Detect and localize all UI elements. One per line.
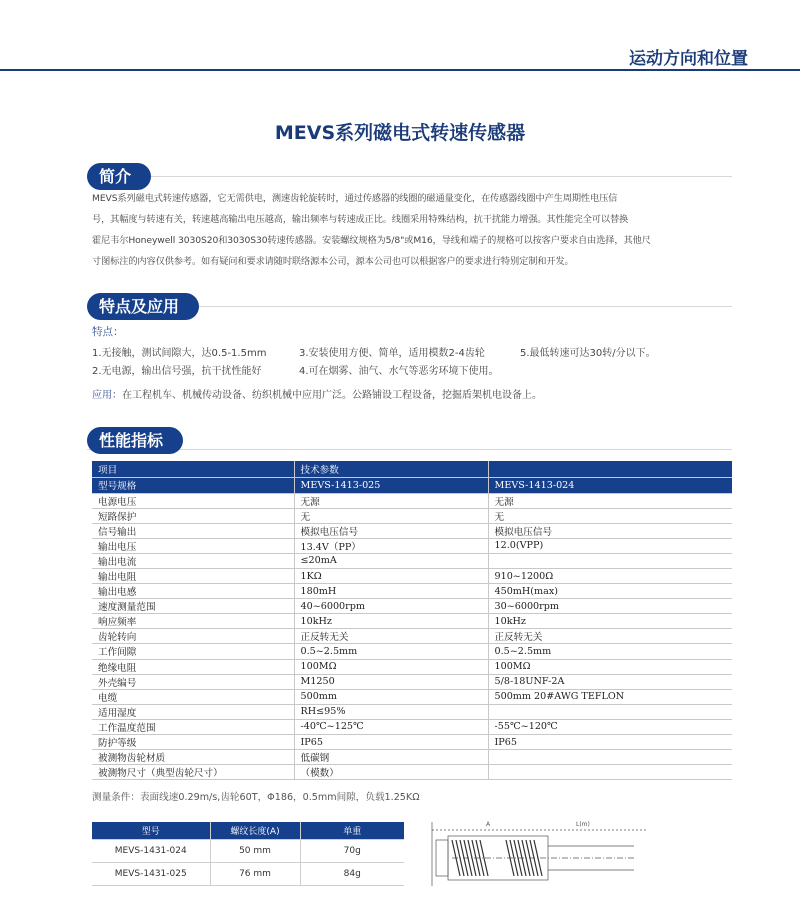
test-condition: 测量条件：表面线速0.29m/s,齿轮60T，Φ186，0.5mm间隙，负载1.25KΩ xyxy=(92,792,420,803)
application-text: 在工程机车、机械传动设备、纺织机械中应用广泛。公路铺设工程设备，挖掘盾架机电设备上。 xyxy=(122,390,542,401)
intro-line: 号，其幅度与转速有关，转速越高输出电压越高，输出频率与转速成正比。线圈采用特殊结构，抗干扰能力增强。其性能完全可以替换 xyxy=(92,214,629,225)
page-title: MEVS系列磁电式转速传感器 xyxy=(274,122,526,144)
spec-cell: 模拟电压信号 xyxy=(294,523,488,538)
spec-header-cell: 技术参数 xyxy=(294,461,488,477)
spec-header-row xyxy=(92,461,732,477)
spec-cell: 正反转无关 xyxy=(294,629,488,644)
feature-item-3: 3.安装使用方便、简单，适用模数2-4齿轮 xyxy=(299,348,485,359)
spec-cell: 工作温度范围 xyxy=(92,719,294,734)
spec-header-cell: 型号规格 xyxy=(92,477,294,493)
feature-item-2: 2.无电源，输出信号强，抗干扰性能好 xyxy=(92,366,262,377)
spec-cell: 0.5~2.5mm xyxy=(294,644,488,659)
feature-item-4: 4.可在烟雾、油气、水气等恶劣环境下使用。 xyxy=(299,366,499,377)
model-cell: 76 mm xyxy=(210,862,300,885)
spec-cell: 模拟电压信号 xyxy=(488,523,732,538)
spec-header-cell: 项目 xyxy=(92,461,294,477)
spec-row xyxy=(92,553,732,568)
spec-header-row xyxy=(92,477,732,493)
model-row xyxy=(92,862,404,885)
spec-cell: 180mH xyxy=(294,584,488,599)
application-line xyxy=(92,386,542,401)
sensor-drawing xyxy=(426,812,656,892)
divider-performance xyxy=(87,449,732,450)
spec-cell: 无 xyxy=(294,508,488,523)
model-cell: MEVS-1431-025 xyxy=(92,862,210,885)
feature-item-5: 5.最低转速可达30转/分以下。 xyxy=(520,348,656,359)
spec-cell: 40~6000rpm xyxy=(294,599,488,614)
feature-item-1: 1.无接触，测试间隙大，达0.5-1.5mm xyxy=(92,348,267,359)
model-cell: 50 mm xyxy=(210,839,300,862)
spec-cell: IP65 xyxy=(488,735,732,750)
drawing-label-a: A xyxy=(486,821,491,828)
spec-row xyxy=(92,719,732,734)
model-cell: 70g xyxy=(300,839,404,862)
spec-cell: 适用湿度 xyxy=(92,704,294,719)
spec-cell: 5/8-18UNF-2A xyxy=(488,674,732,689)
spec-cell: 13.4V（PP） xyxy=(294,538,488,553)
model-header-row xyxy=(92,822,404,839)
spec-cell xyxy=(488,750,732,765)
spec-cell: M1250 xyxy=(294,674,488,689)
spec-row xyxy=(92,538,732,553)
drawing-label-length: L(m) xyxy=(576,821,590,828)
spec-cell: 910~1200Ω xyxy=(488,568,732,583)
model-cell: 84g xyxy=(300,862,404,885)
spec-cell: 齿轮转向 xyxy=(92,629,294,644)
spec-cell xyxy=(488,704,732,719)
spec-cell: 速度测量范围 xyxy=(92,599,294,614)
spec-cell: 500mm 20#AWG TEFLON xyxy=(488,689,732,704)
application-label: 应用： xyxy=(92,390,122,401)
spec-cell: 输出电流 xyxy=(92,553,294,568)
spec-row xyxy=(92,493,732,508)
intro-line: 寸图标注的内容仅供参考。如有疑问和要求请随时联络源本公司，源本公司也可以根据客户的要求进行特别定制和开发。 xyxy=(92,256,574,267)
spec-cell: 防护等级 xyxy=(92,735,294,750)
spec-row xyxy=(92,508,732,523)
spec-row xyxy=(92,704,732,719)
spec-cell: 450mH(max) xyxy=(488,584,732,599)
spec-row xyxy=(92,689,732,704)
model-header-cell: 单重 xyxy=(300,822,404,839)
spec-cell: 被测物齿轮材质 xyxy=(92,750,294,765)
spec-cell: -55℃~120℃ xyxy=(488,719,732,734)
spec-row xyxy=(92,735,732,750)
spec-cell: IP65 xyxy=(294,735,488,750)
spec-cell: 输出电阻 xyxy=(92,568,294,583)
spec-cell: 10kHz xyxy=(294,614,488,629)
spec-cell: 无源 xyxy=(294,493,488,508)
spec-row xyxy=(92,599,732,614)
spec-cell: 100MΩ xyxy=(488,659,732,674)
spec-cell: 1KΩ xyxy=(294,568,488,583)
model-cell: MEVS-1431-024 xyxy=(92,839,210,862)
spec-cell: 外壳编号 xyxy=(92,674,294,689)
spec-cell: 500mm xyxy=(294,689,488,704)
spec-cell: 电缆 xyxy=(92,689,294,704)
section-header-title: 运动方向和位置 xyxy=(629,49,748,69)
spec-row xyxy=(92,659,732,674)
model-header-cell: 型号 xyxy=(92,822,210,839)
spec-row xyxy=(92,614,732,629)
model-row xyxy=(92,839,404,862)
spec-row xyxy=(92,584,732,599)
spec-row xyxy=(92,629,732,644)
spec-cell: 30~6000rpm xyxy=(488,599,732,614)
spec-cell: 信号输出 xyxy=(92,523,294,538)
spec-cell: 响应频率 xyxy=(92,614,294,629)
spec-cell xyxy=(488,553,732,568)
section-heading-intro: 简介 xyxy=(87,163,151,190)
spec-row xyxy=(92,644,732,659)
section-heading-performance: 性能指标 xyxy=(87,427,183,454)
spec-header-cell xyxy=(488,461,732,477)
spec-cell: 无 xyxy=(488,508,732,523)
spec-cell: 100MΩ xyxy=(294,659,488,674)
model-header-cell: 螺纹长度(A) xyxy=(210,822,300,839)
spec-row xyxy=(92,674,732,689)
features-label: 特点： xyxy=(92,326,124,338)
intro-line: 霍尼韦尔Honeywell 3030S20和3030S30转速传感器。安装螺纹规格为5/8"或M16，导线和端子的规格可以按客户要求自由选择，其他尺 xyxy=(92,235,651,246)
spec-header-cell: MEVS-1413-025 xyxy=(294,477,488,493)
spec-cell: 正反转无关 xyxy=(488,629,732,644)
spec-cell: 绝缘电阻 xyxy=(92,659,294,674)
spec-row xyxy=(92,568,732,583)
spec-cell: （模数） xyxy=(294,765,488,780)
spec-cell: 被测物尺寸（典型齿轮尺寸） xyxy=(92,765,294,780)
spec-cell: 低碳钢 xyxy=(294,750,488,765)
intro-paragraph xyxy=(92,188,732,272)
spec-cell: 10kHz xyxy=(488,614,732,629)
spec-row xyxy=(92,750,732,765)
spec-row xyxy=(92,765,732,780)
spec-cell xyxy=(488,765,732,780)
model-table xyxy=(92,822,404,886)
intro-line: MEVS系列磁电式转速传感器，它无需供电，测速齿轮旋转时，通过传感器的线圈的磁通量变化，在传感器线圈中产生周期性电压信 xyxy=(92,193,618,204)
divider-intro xyxy=(87,176,732,177)
spec-table xyxy=(92,461,732,780)
spec-cell: 短路保护 xyxy=(92,508,294,523)
spec-cell: 电源电压 xyxy=(92,493,294,508)
spec-cell: 12.0(VPP) xyxy=(488,538,732,553)
spec-header-cell: MEVS-1413-024 xyxy=(488,477,732,493)
spec-cell: 工作间隙 xyxy=(92,644,294,659)
spec-cell: RH≤95% xyxy=(294,704,488,719)
spec-cell: ≤20mA xyxy=(294,553,488,568)
spec-cell: -40℃~125℃ xyxy=(294,719,488,734)
spec-row xyxy=(92,523,732,538)
spec-cell: 无源 xyxy=(488,493,732,508)
header-divider xyxy=(0,69,800,71)
section-heading-features: 特点及应用 xyxy=(87,293,199,320)
spec-cell: 输出电感 xyxy=(92,584,294,599)
spec-cell: 0.5~2.5mm xyxy=(488,644,732,659)
spec-cell: 输出电压 xyxy=(92,538,294,553)
